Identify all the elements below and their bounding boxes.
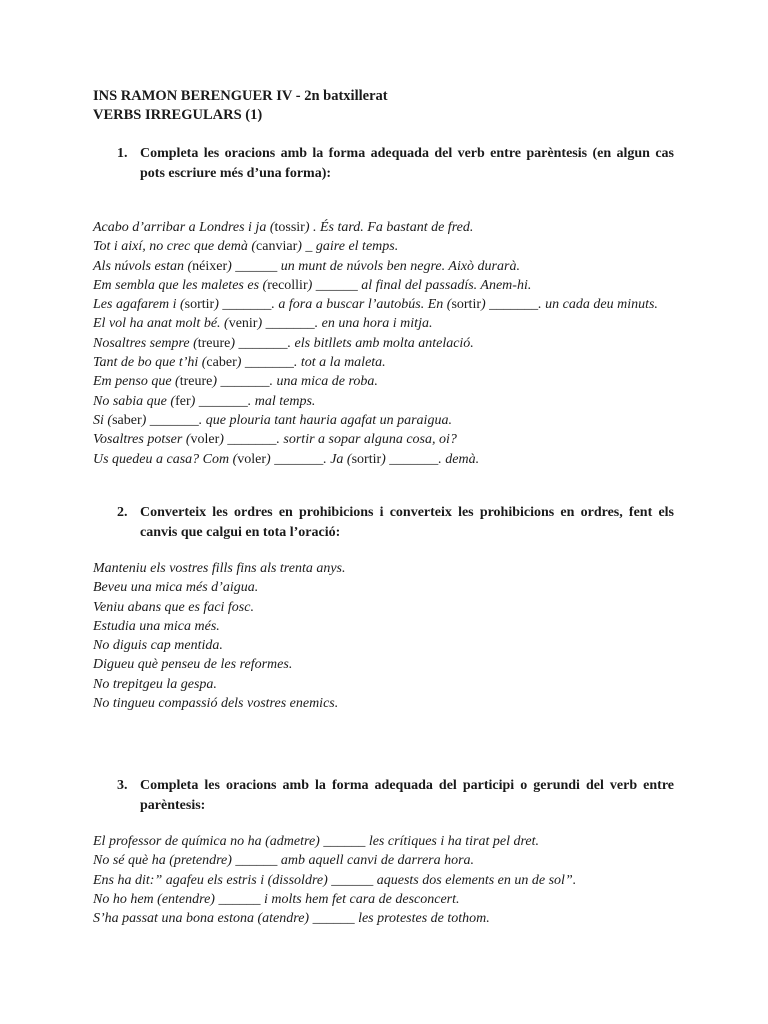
sentence-line: Veniu abans que es faci fosc. [93, 599, 254, 615]
exercise-3-sentences [93, 832, 675, 928]
instruction-text: Completa les oracions amb la forma adequada del verb entre parèntesis (en algun cas pots escriure més d’una forma): [140, 146, 674, 181]
exercise-2-sentences [93, 559, 675, 713]
sentence-line: No sé què ha (pretendre) ______ amb aquell canvi de darrera hora. [93, 853, 475, 869]
sentence-line: Nosaltres sempre (treure) _______. els bitllets amb molta antelació. [93, 335, 474, 351]
school-title: INS RAMON BERENGUER IV - 2n batxillerat [93, 88, 388, 104]
sentence-line: El professor de química no ha (admetre) ______ les crítiques i ha tirat pel dret. [93, 834, 540, 849]
sentence-line: Tant de bo que t’hi (caber) _______. tot a la maleta. [93, 355, 386, 371]
sentence-line: Em penso que (treure) _______. una mica de roba. [93, 374, 378, 390]
sentence-line: Si (saber) _______. que plouria tant hauria agafat un paraigua. [93, 412, 452, 428]
sentence-line: Vosaltres potser (voler) _______. sortir a sopar alguna cosa, oi? [93, 432, 457, 448]
sentence-line: Acabo d’arribar a Londres i ja (tossir) . És tard. Fa bastant de fred. [93, 220, 474, 235]
sentence-line: Als núvols estan (néixer) ______ un munt de núvols ben negre. Això durarà. [93, 258, 520, 274]
sentence-line: Les agafarem i (sortir) _______. a fora a buscar l’autobús. En (sortir) _______. un cada deu minuts. [93, 297, 658, 313]
instruction-text: Converteix les ordres en prohibicions i converteix les prohibicions en ordres, fent els canvis que calgui en tota l’oració: [140, 505, 674, 540]
sentence-line: No trepitgeu la gespa. [93, 676, 217, 692]
exercise-1-sentences [93, 218, 675, 469]
exercise-3-instruction [117, 776, 674, 816]
worksheet-title: VERBS IRREGULARS (1) [93, 107, 263, 123]
sentence-line: Manteniu els vostres fills fins als trenta anys. [93, 561, 346, 576]
sentence-line: Tot i així, no crec que demà (canviar) _ gaire el temps. [93, 239, 399, 255]
exercise-number: 2. [117, 505, 128, 520]
sentence-line: S’ha passat una bona estona (atendre) ______ les protestes de tothom. [93, 911, 490, 927]
exercise-1-instruction [117, 144, 674, 184]
sentence-line: No diguis cap mentida. [93, 638, 223, 654]
document-header [93, 87, 388, 125]
sentence-line: Estudia una mica més. [93, 618, 220, 634]
sentence-line: El vol ha anat molt bé. (venir) _______. en una hora i mitja. [93, 316, 433, 332]
sentence-line: No sabia que (fer) _______. mal temps. [93, 393, 316, 409]
exercise-number: 3. [117, 778, 128, 793]
sentence-line: No tingueu compassió dels vostres enemics. [93, 696, 339, 712]
sentence-line: Em sembla que les maletes es (recollir) ______ al final del passadís. Anem-hi. [93, 277, 532, 293]
exercise-number: 1. [117, 146, 128, 161]
sentence-line: Beveu una mica més d’aigua. [93, 580, 259, 596]
sentence-line: Digueu què penseu de les reformes. [93, 657, 293, 673]
exercise-2-instruction [117, 503, 674, 543]
sentence-line: Ens ha dit:” agafeu els estris i (dissoldre) ______ aquests dos elements en un de sol”. [93, 872, 577, 888]
instruction-text: Completa les oracions amb la forma adequada del participi o gerundi del verb entre parèntesis: [140, 778, 674, 813]
sentence-line: Us quedeu a casa? Com (voler) _______. Ja (sortir) _______. demà. [93, 451, 480, 467]
sentence-line: No ho hem (entendre) ______ i molts hem fet cara de desconcert. [93, 891, 460, 907]
